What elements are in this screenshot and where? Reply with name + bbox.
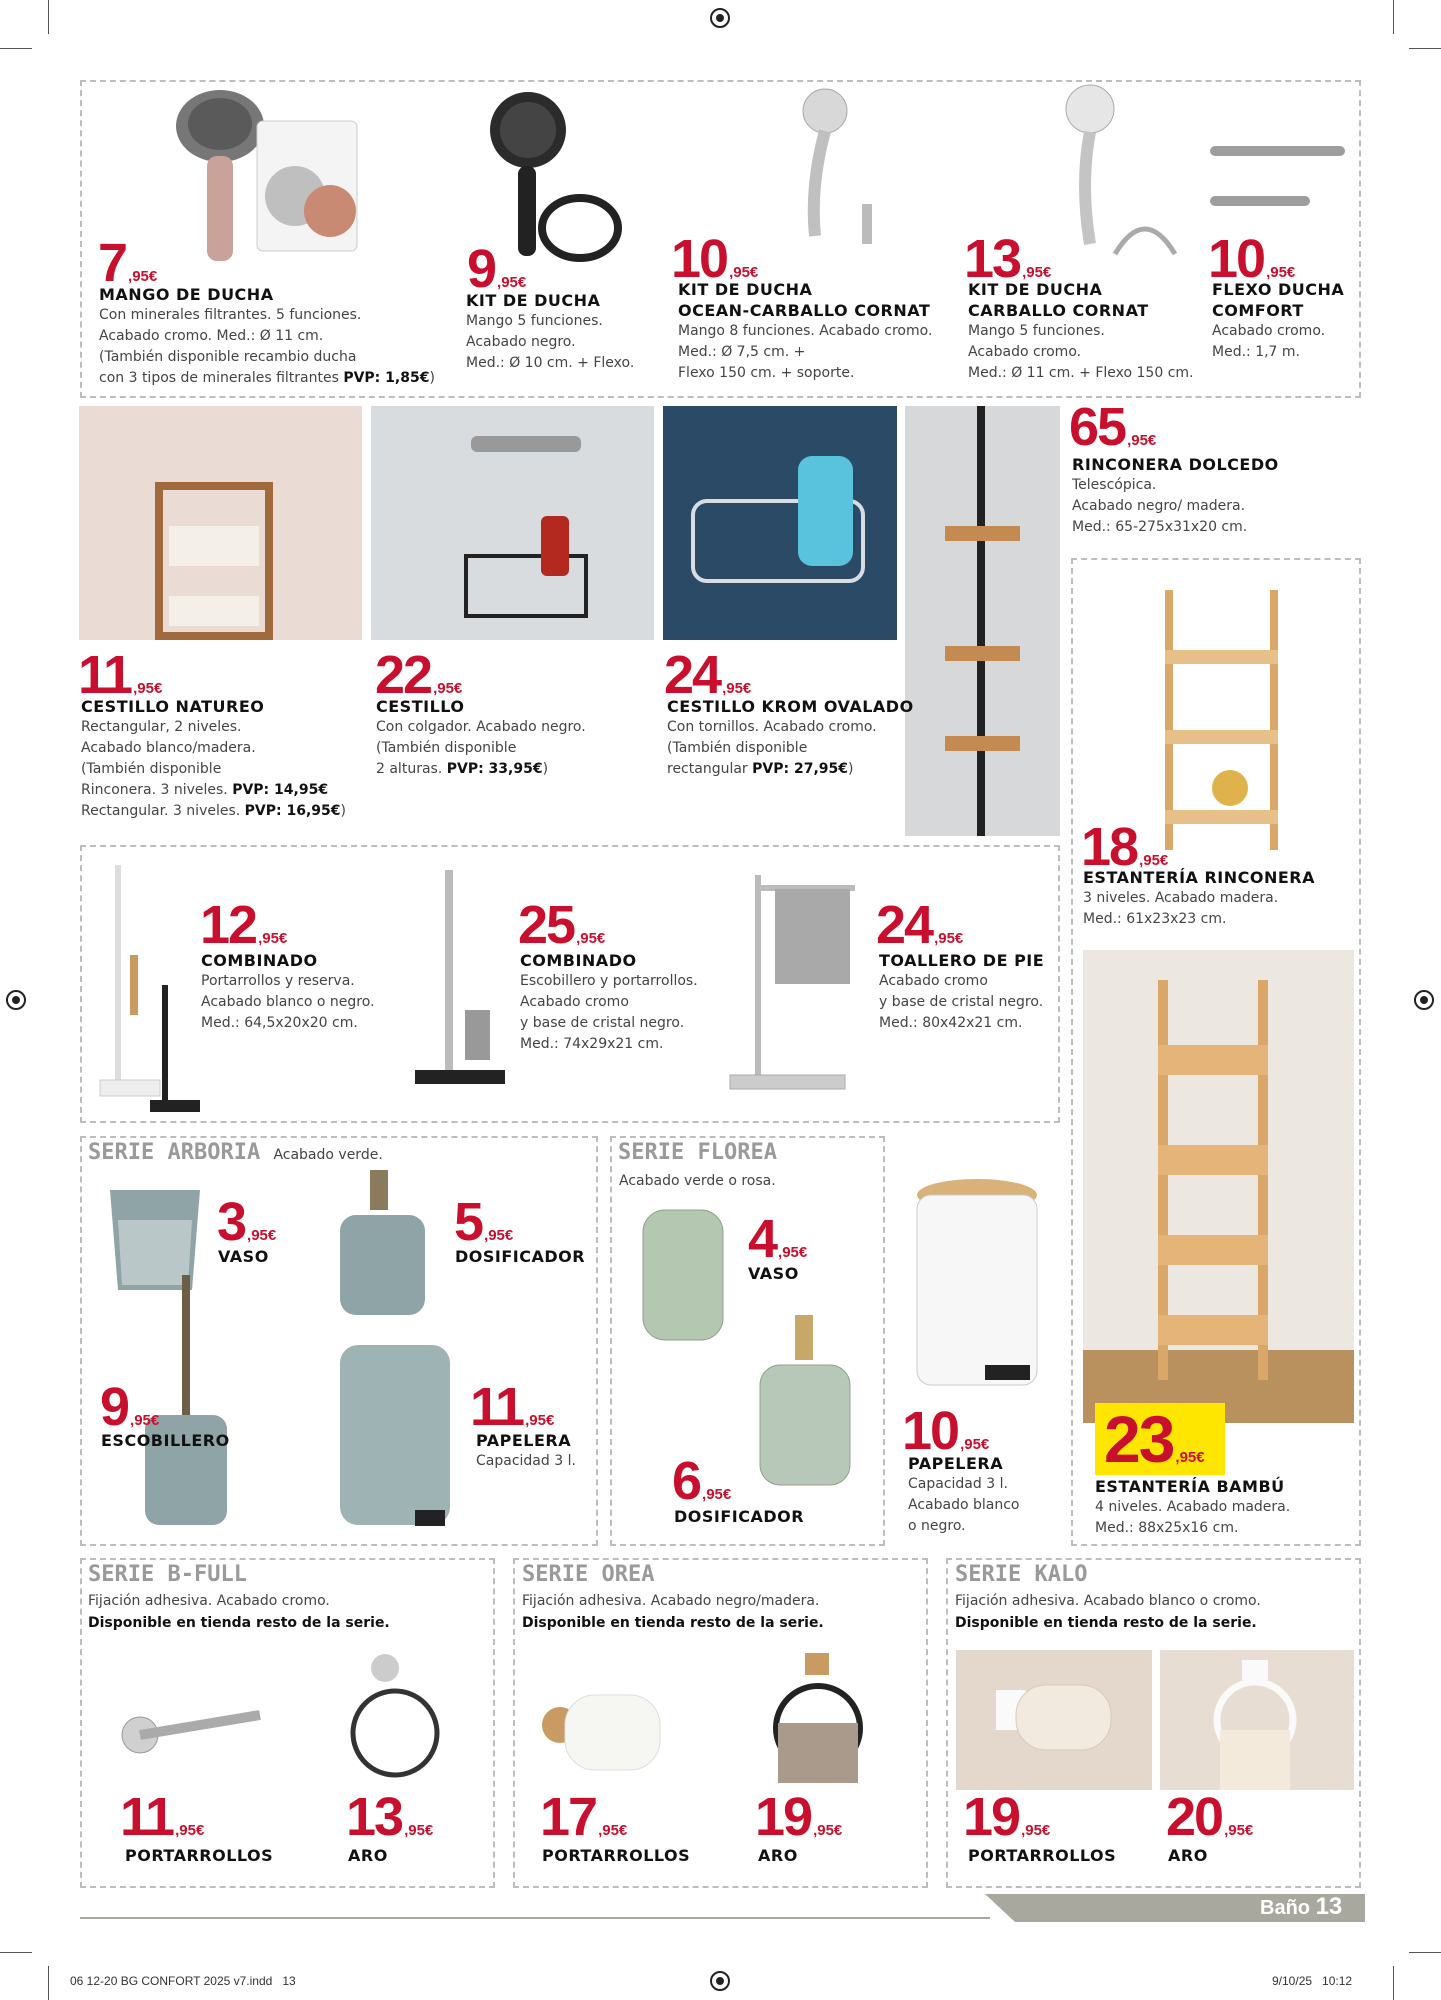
product-info-kit-ducha: KIT DE DUCHA Mango 5 funciones. Acabado negro. Med.: Ø 10 cm. + Flexo.: [466, 291, 635, 371]
arboria-papelera-image: [335, 1340, 465, 1530]
arboria-dosificador-title: DOSIFICADOR: [455, 1247, 586, 1266]
product-info-mango-ducha: MANGO DE DUCHA Con minerales filtrantes. 5 funciones. Acabado cromo. Med.: Ø 11 cm. (También disponible recambio ducha con 3 tipos de minerales filtrantes PVP: 1,85€): [99, 285, 435, 386]
product-info-kit-ducha-carballo: KIT DE DUCHA CARBALLO CORNAT Mango 5 funciones. Acabado cromo. Med.: Ø 11 cm. + Flexo 150 cm.: [968, 280, 1194, 381]
florea-dosificador-image: [755, 1315, 855, 1490]
footer-date: 9/10/25 10:12: [1272, 1974, 1353, 1988]
estanteria-rinconera-image: [1160, 570, 1320, 855]
price-kalo-portarrollos: 19 ,95€: [963, 1787, 1051, 1847]
price-flexo-ducha: 10 ,95€: [1208, 229, 1296, 289]
price-bfull-portarrollos: 11 ,95€: [120, 1787, 205, 1847]
serie-kalo-note: Fijación adhesiva. Acabado blanco o cromo.: [955, 1593, 1261, 1609]
crop-mark: [1393, 0, 1394, 34]
shower-hose-image: [1210, 140, 1350, 220]
crop-mark: [0, 1952, 32, 1953]
serie-orea-title: SERIE OREA: [522, 1562, 655, 1587]
cestillo-natureo-photo: [79, 406, 362, 640]
product-info-cestillo-natureo: CESTILLO NATUREO Rectangular, 2 niveles. Acabado blanco/madera. (También disponible Rinconera. 3 niveles. PVP: 14,95€ Rectangular. 3 niveles. PVP: 16,95€): [81, 697, 346, 819]
bfull-portarrollos-title: PORTARROLLOS: [125, 1846, 274, 1865]
serie-kalo-availability: Disponible en tienda resto de la serie.: [955, 1615, 1257, 1631]
product-info-cestillo: CESTILLO Con colgador. Acabado negro. (También disponible 2 alturas. PVP: 33,95€): [376, 697, 586, 777]
crop-mark: [48, 1966, 49, 2000]
kalo-aro-title: ARO: [1168, 1846, 1208, 1865]
serie-arboria-title: SERIE ARBORIA Acabado verde.: [88, 1140, 383, 1165]
page-section-label: Baño 13: [1260, 1893, 1343, 1920]
toallero-pie-image: [725, 865, 865, 1100]
arboria-escobillero-title: ESCOBILLERO: [101, 1431, 230, 1450]
registration-mark-right: [1414, 990, 1434, 1010]
shower-handle-mineral-image: [165, 86, 455, 266]
kalo-portarrollos-photo: [956, 1650, 1152, 1790]
serie-bfull-availability: Disponible en tienda resto de la serie.: [88, 1615, 390, 1631]
price-estanteria-bambu: 23 ,95€: [1104, 1402, 1205, 1476]
product-info-combinado-portarrollos: COMBINADO Portarrollos y reserva. Acabado blanco o negro. Med.: 64,5x20x20 cm.: [201, 951, 375, 1031]
footer-file-name: 06 12-20 BG CONFORT 2025 v7.indd 13: [70, 1974, 296, 1988]
rinconera-dolcedo-photo: [905, 406, 1060, 836]
price-cestillo-krom: 24 ,95€: [664, 645, 752, 705]
price-kit-ducha: 9 ,95€: [467, 239, 527, 299]
price-bfull-aro: 13 ,95€: [346, 1787, 434, 1847]
bfull-aro-title: ARO: [348, 1846, 388, 1865]
shower-kit-ocean-image: [770, 86, 910, 246]
product-info-estanteria-rinconera: ESTANTERÍA RINCONERA 3 niveles. Acabado madera. Med.: 61x23x23 cm.: [1083, 868, 1315, 927]
serie-florea-title: SERIE FLOREA: [618, 1140, 777, 1165]
product-info-rinconera-dolcedo: RINCONERA DOLCEDO Telescópica. Acabado negro/ madera. Med.: 65-275x31x20 cm.: [1072, 455, 1279, 535]
product-info-combinado-escobillero: COMBINADO Escobillero y portarrollos. Acabado cromo y base de cristal negro. Med.: 74x29x21 cm.: [520, 951, 698, 1052]
serie-orea-availability: Disponible en tienda resto de la serie.: [522, 1615, 824, 1631]
kalo-portarrollos-title: PORTARROLLOS: [968, 1846, 1117, 1865]
arboria-dosificador-image: [330, 1170, 440, 1320]
florea-dosificador-title: DOSIFICADOR: [674, 1507, 805, 1526]
combinado-portarrollos-image: [90, 855, 200, 1115]
product-info-toallero-pie: TOALLERO DE PIE Acabado cromo y base de cristal negro. Med.: 80x42x21 cm.: [879, 951, 1045, 1031]
orea-aro-image: [760, 1648, 880, 1788]
cestillo-colgador-photo: [371, 406, 654, 640]
price-cestillo-natureo: 11 ,95€: [78, 645, 163, 705]
papelera-blanca-image: [905, 1170, 1055, 1395]
price-arboria-papelera: 11 ,95€: [470, 1377, 555, 1437]
price-florea-vaso: 4 ,95€: [748, 1209, 808, 1269]
serie-florea-note: Acabado verde o rosa.: [619, 1173, 776, 1189]
florea-vaso-title: VASO: [748, 1264, 799, 1283]
florea-vaso-image: [638, 1205, 728, 1345]
price-arboria-escobillero: 9 ,95€: [100, 1377, 160, 1437]
price-estanteria-rinconera: 18 ,95€: [1081, 817, 1169, 877]
registration-mark-left: [6, 990, 26, 1010]
kalo-aro-photo: [1160, 1650, 1354, 1790]
price-combinado-escobillero: 25 ,95€: [518, 895, 606, 955]
product-info-flexo-ducha: FLEXO DUCHA COMFORT Acabado cromo. Med.: 1,7 m.: [1212, 280, 1345, 360]
price-florea-dosificador: 6 ,95€: [672, 1451, 732, 1511]
product-title: MANGO DE DUCHA: [99, 285, 274, 304]
serie-orea-note: Fijación adhesiva. Acabado negro/madera.: [522, 1593, 820, 1609]
price-arboria-dosificador: 5 ,95€: [454, 1192, 514, 1252]
combinado-escobillero-image: [410, 860, 510, 1100]
serie-kalo-title: SERIE KALO: [955, 1562, 1088, 1587]
bfull-aro-image: [345, 1648, 445, 1788]
price-kalo-aro: 20 ,95€: [1166, 1787, 1254, 1847]
crop-mark: [1409, 1952, 1441, 1953]
price-cestillo: 22 ,95€: [375, 645, 463, 705]
price-kit-ducha-ocean: 10 ,95€: [671, 229, 759, 289]
price-orea-portarrollos: 17 ,95€: [540, 1787, 628, 1847]
product-info-kit-ducha-ocean: KIT DE DUCHA OCEAN-CARBALLO CORNAT Mango 8 funciones. Acabado cromo. Med.: Ø 7,5 cm. + Flexo 150 cm. + soporte.: [678, 280, 933, 381]
product-info-papelera-blanca: PAPELERA Capacidad 3 l. Acabado blanco o negro.: [908, 1454, 1020, 1534]
shower-kit-carballo-image: [1055, 84, 1185, 264]
registration-mark-top: [710, 8, 730, 28]
price-papelera-blanca: 10 ,95€: [902, 1401, 990, 1461]
cestillo-krom-photo: [663, 406, 897, 640]
estanteria-bambu-photo: [1083, 950, 1354, 1423]
price-kit-ducha-carballo: 13 ,95€: [964, 229, 1052, 289]
orea-portarrollos-image: [535, 1680, 670, 1790]
arboria-vaso-title: VASO: [218, 1247, 269, 1266]
footer-rule: [80, 1917, 990, 1919]
price-rinconera-dolcedo: 65 ,95€: [1069, 397, 1157, 457]
serie-bfull-title: SERIE B-FULL: [88, 1562, 247, 1587]
product-info-estanteria-bambu: ESTANTERÍA BAMBÚ 4 niveles. Acabado madera. Med.: 88x25x16 cm.: [1095, 1477, 1291, 1536]
product-info-arboria-papelera: PAPELERA Capacidad 3 l.: [476, 1431, 576, 1469]
bfull-portarrollos-image: [120, 1690, 280, 1770]
crop-mark: [1393, 1966, 1394, 2000]
price-mango-ducha: 7 ,95€: [98, 233, 158, 293]
orea-portarrollos-title: PORTARROLLOS: [542, 1846, 691, 1865]
serie-bfull-note: Fijación adhesiva. Acabado cromo.: [88, 1593, 330, 1609]
product-info-cestillo-krom: CESTILLO KROM OVALADO Con tornillos. Acabado cromo. (También disponible rectangular PVP: 27,95€): [667, 697, 914, 777]
price-toallero-pie: 24 ,95€: [876, 895, 964, 955]
orea-aro-title: ARO: [758, 1846, 798, 1865]
crop-mark: [0, 48, 32, 49]
crop-mark: [48, 0, 49, 34]
price-arboria-vaso: 3 ,95€: [217, 1192, 277, 1252]
registration-mark-bottom: [710, 1971, 730, 1991]
price-orea-aro: 19 ,95€: [755, 1787, 843, 1847]
price-combinado-portarrollos: 12 ,95€: [200, 895, 288, 955]
crop-mark: [1409, 48, 1441, 49]
